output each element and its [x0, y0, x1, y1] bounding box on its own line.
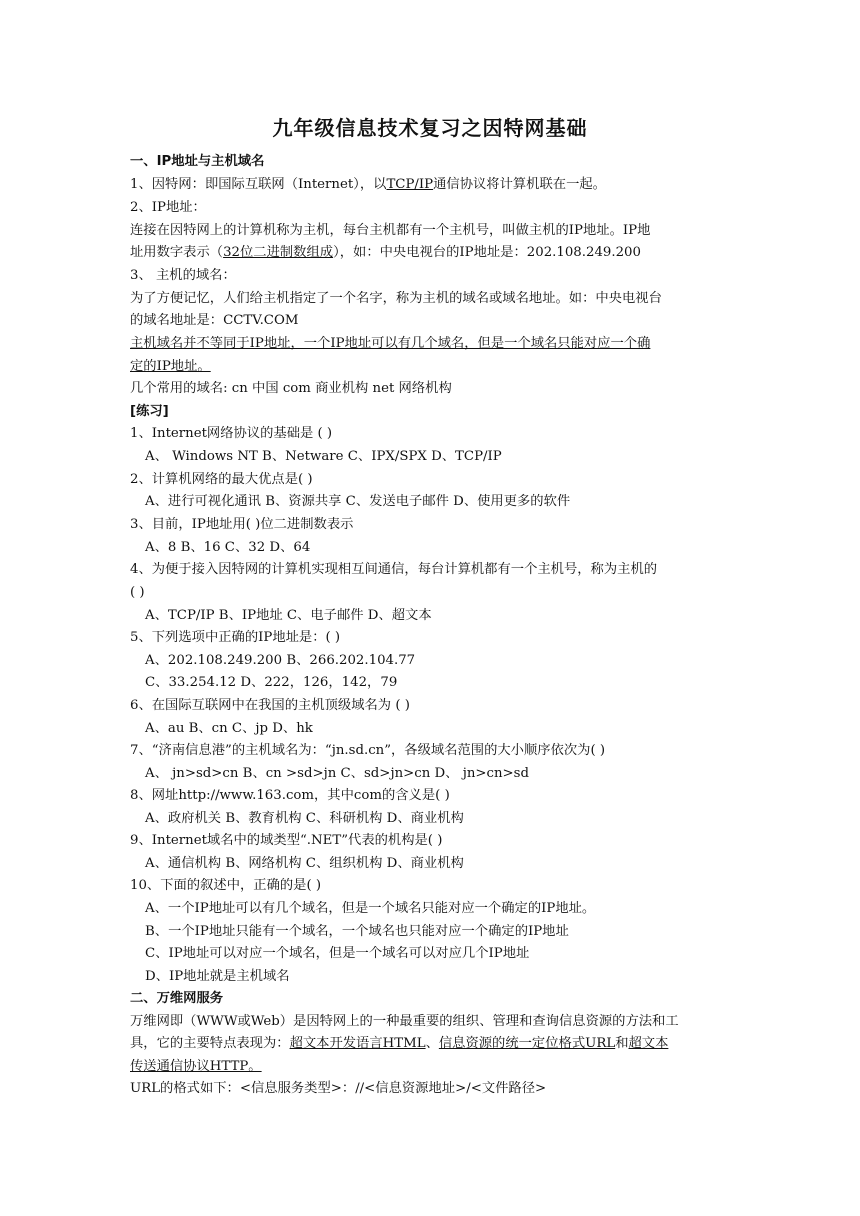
question: 6、在国际互联网中在我国的主机顶级域名为 ( )	[130, 698, 410, 713]
question-cont: ( )	[130, 585, 145, 600]
text: 具，它的主要特点表现为：	[130, 1036, 290, 1051]
common-domains: 几个常用的域名: cn 中国 com 商业机构 net 网络机构	[130, 381, 452, 396]
practice-label: [练习]	[130, 404, 169, 419]
question: 9、Internet域名中的域类型“.NET”代表的机构是( )	[130, 833, 443, 848]
answer-options: A、 Windows NT B、Netware C、IPX/SPX D、TCP/IP	[145, 449, 502, 464]
answer-options: A、通信机构 B、网络机构 C、组织机构 D、商业机构	[145, 856, 464, 871]
answer-options: A、政府机关 B、教育机构 C、科研机构 D、商业机构	[145, 811, 464, 826]
answer-options: C、33.254.12 D、222，126，142，79	[145, 675, 398, 690]
item-domain: 3、 主机的域名：	[130, 268, 236, 283]
answer-option: C、IP地址可以对应一个域名，但是一个域名可以对应几个IP地址	[145, 946, 530, 961]
text: 、	[425, 1036, 439, 1051]
answer-option: B、一个IP地址只能有一个域名，一个域名也只能对应一个确定的IP地址	[145, 924, 569, 939]
answer-option: D、IP地址就是主机域名	[145, 969, 290, 984]
text: 1、因特网：即国际互联网（Internet），以	[130, 177, 387, 192]
answer-options: A、202.108.249.200 B、266.202.104.77	[145, 653, 416, 668]
answer-options: A、进行可视化通讯 B、资源共享 C、发送电子邮件 D、使用更多的软件	[145, 494, 571, 509]
paragraph-domain-2: 的域名地址是：CCTV.COM	[130, 313, 299, 328]
question: 1、Internet网络协议的基础是 ( )	[130, 426, 333, 441]
question: 10、下面的叙述中，正确的是( )	[130, 878, 322, 893]
item-ip-address: 2、IP地址：	[130, 200, 206, 215]
paragraph-www-2	[130, 1033, 730, 1055]
page-title: 九年级信息技术复习之因特网基础	[272, 116, 588, 140]
question: 5、下列选项中正确的IP地址是：( )	[130, 630, 341, 645]
text: ），如：中央电视台的IP地址是：202.108.249.200	[333, 245, 641, 260]
paragraph-www-1: 万维网即（WWW或Web）是因特网上的一种最重要的组织、管理和查询信息资源的方法和工	[130, 1014, 679, 1029]
paragraph-domain-note-1: 主机域名并不等同于IP地址，一个IP地址可以有几个域名，但是一个域名只能对应一个确	[130, 336, 651, 351]
text: 和	[615, 1036, 629, 1051]
answer-options: A、8 B、16 C、32 D、64	[145, 540, 311, 555]
question: 7、“济南信息港”的主机域名为：“jn.sd.cn”，各级域名范围的大小顺序依次为( )	[130, 743, 606, 758]
question: 4、为便于接入因特网的计算机实现相互间通信，每台计算机都有一个主机号，称为主机的	[130, 562, 658, 577]
paragraph-internet	[130, 174, 730, 196]
answer-option: A、一个IP地址可以有几个域名，但是一个域名只能对应一个确定的IP地址。	[145, 901, 596, 916]
question: 3、目前，IP地址用( )位二进制数表示	[130, 517, 354, 532]
underlined-text: 超文本	[628, 1036, 669, 1051]
underlined-text: TCP/IP	[386, 177, 434, 192]
underlined-text: 32位二进制数组成	[223, 245, 334, 260]
answer-options: A、 jn>sd>cn B、cn >sd>jn C、sd>jn>cn D、 jn>cn>sd	[145, 766, 530, 781]
paragraph-ip-2	[130, 242, 730, 264]
answer-options: A、TCP/IP B、IP地址 C、电子邮件 D、超文本	[145, 608, 432, 623]
paragraph-www-3: 传送通信协议HTTP。	[130, 1059, 262, 1074]
underlined-text: 信息资源的统一定位格式URL	[438, 1036, 616, 1051]
section-heading-ip: 一、IP地址与主机域名	[130, 154, 265, 169]
question: 8、网址http://www.163.com，其中com的含义是( )	[130, 788, 450, 803]
answer-options: A、au B、cn C、jp D、hk	[145, 721, 313, 736]
url-format: URL的格式如下：<信息服务类型>：//<信息资源地址>/<文件路径>	[130, 1081, 547, 1096]
underlined-text: 超文本开发语言HTML	[289, 1036, 426, 1051]
text: 址用数字表示（	[130, 245, 224, 260]
section-heading-www: 二、万维网服务	[130, 991, 224, 1006]
paragraph-ip-1: 连接在因特网上的计算机称为主机，每台主机都有一个主机号，叫做主机的IP地址。IP地	[130, 223, 651, 238]
paragraph-domain-note-2: 定的IP地址。	[130, 359, 211, 374]
paragraph-domain-1: 为了方便记忆，人们给主机指定了一个名字，称为主机的域名或域名地址。如：中央电视台	[130, 291, 662, 306]
text: 通信协议将计算机联在一起。	[433, 177, 606, 192]
question: 2、计算机网络的最大优点是( )	[130, 472, 313, 487]
